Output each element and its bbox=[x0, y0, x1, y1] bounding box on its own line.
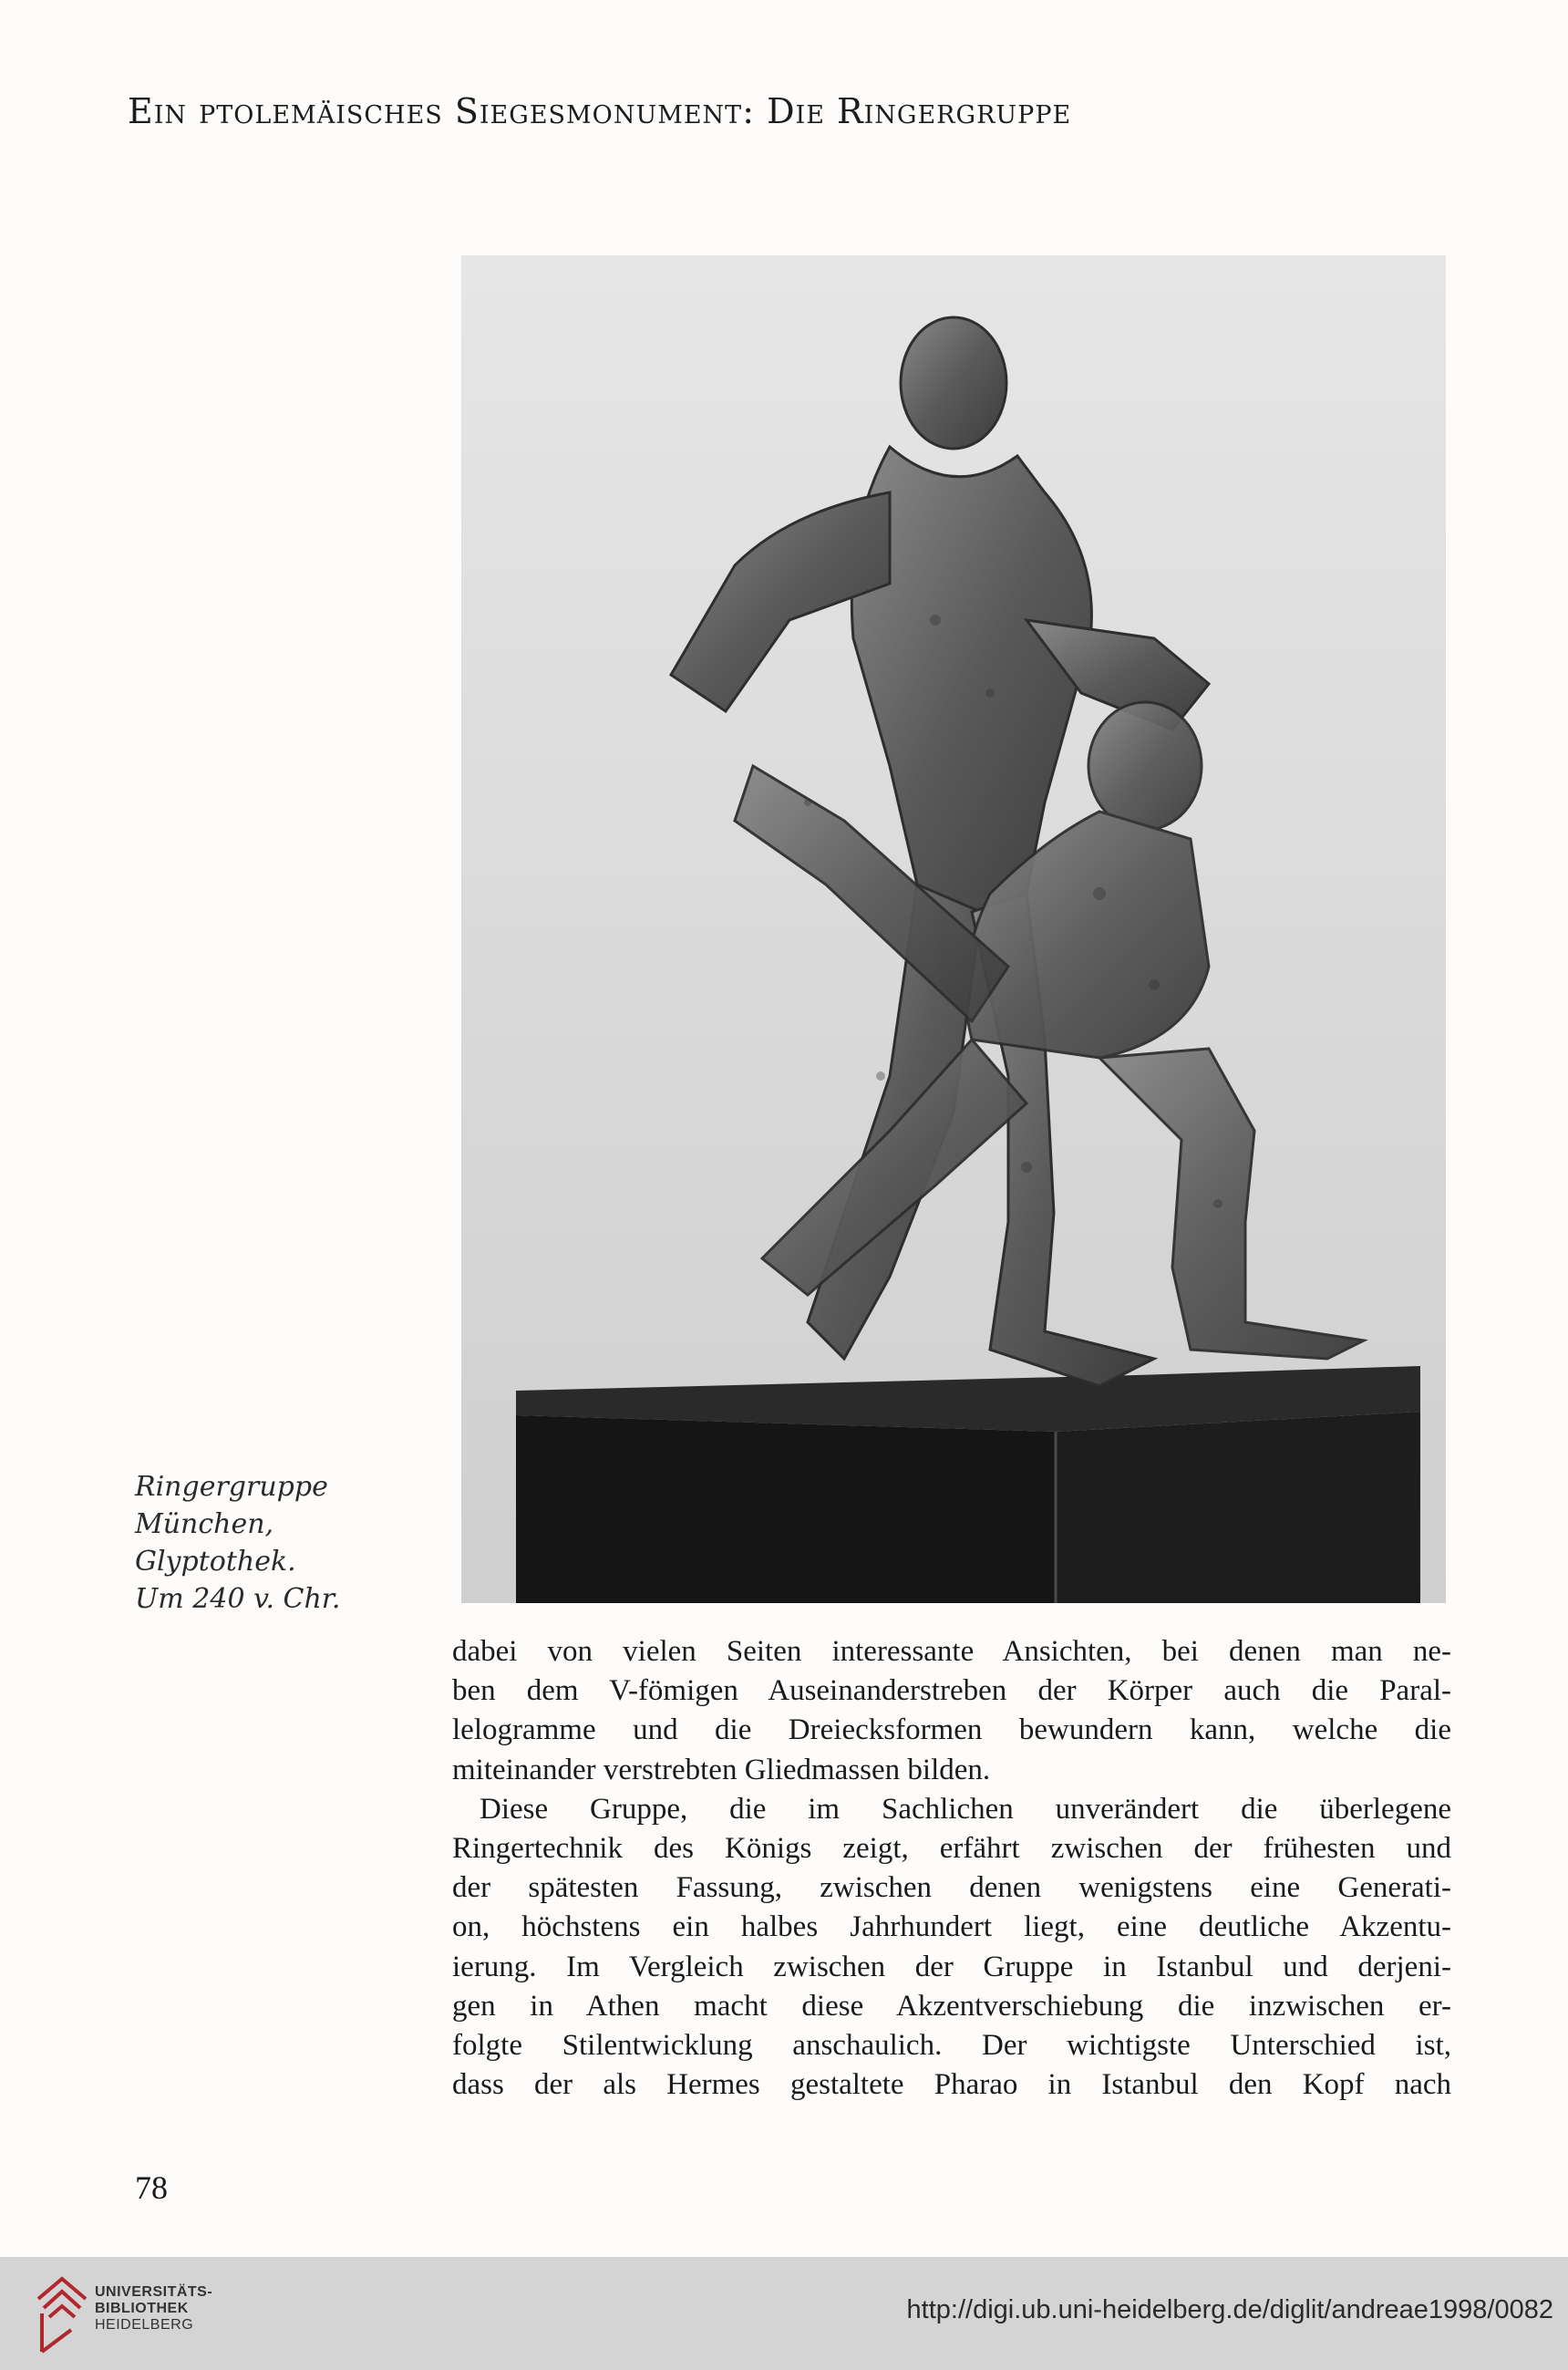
text-line: Ringertechnik des Königs zeigt, erfährt zwischen der frühesten und bbox=[452, 1831, 1451, 1865]
caption-line: Glyptothek. bbox=[135, 1546, 296, 1578]
text-line: miteinander verstrebten Gliedmassen bilden. bbox=[452, 1753, 991, 1786]
text-line: dabei von vielen Seiten interessante Ansichten, bei denen man ne- bbox=[452, 1635, 1451, 1668]
body-text bbox=[452, 1632, 1451, 2105]
text-line: ben dem V-fömigen Auseinanderstreben der Körper auch die Paral- bbox=[452, 1674, 1451, 1708]
caption-line: München, bbox=[135, 1508, 274, 1540]
caption-line: Um 240 v. Chr. bbox=[135, 1583, 341, 1615]
library-name-line: HEIDELBERG bbox=[95, 2317, 194, 2333]
text-line: folgte Stilentwicklung anschaulich. Der wichtigste Unterschied ist, bbox=[452, 2028, 1451, 2062]
library-footer-bar bbox=[0, 2257, 1568, 2370]
page-number: 78 bbox=[135, 2169, 168, 2206]
running-title: Ein ptolemäisches Siegesmonument: Die Ringergruppe bbox=[128, 91, 1072, 131]
library-name-line: BIBLIOTHEK bbox=[95, 2301, 189, 2316]
text-line: Diese Gruppe, die im Sachlichen unverändert die überlegene bbox=[480, 1792, 1451, 1826]
text-line: ierung. Im Vergleich zwischen der Gruppe in Istanbul und derjeni- bbox=[452, 1950, 1451, 1983]
university-library-logo-icon bbox=[35, 2272, 89, 2355]
caption-line: Ringergruppe bbox=[135, 1471, 328, 1503]
figure-caption bbox=[135, 1468, 427, 1618]
wrestlers-sculpture-photo bbox=[461, 255, 1446, 1603]
text-line: der spätesten Fassung, zwischen denen wenigstens eine Generati- bbox=[452, 1871, 1451, 1905]
source-url-link[interactable]: http://digi.ub.uni-heidelberg.de/diglit/andreae1998/0082 bbox=[906, 2295, 1553, 2324]
text-line: lelogramme und die Dreiecksformen bewundern kann, welche die bbox=[452, 1713, 1451, 1747]
text-line: dass der als Hermes gestaltete Pharao in Istanbul den Kopf nach bbox=[452, 2068, 1451, 2102]
text-line: on, höchstens ein halbes Jahrhundert liegt, eine deutliche Akzentu- bbox=[452, 1910, 1451, 1944]
text-line: gen in Athen macht diese Akzentverschiebung die inzwischen er- bbox=[452, 1989, 1451, 2023]
library-name bbox=[95, 2284, 212, 2334]
library-name-line: UNIVERSITÄTS- bbox=[95, 2284, 213, 2300]
